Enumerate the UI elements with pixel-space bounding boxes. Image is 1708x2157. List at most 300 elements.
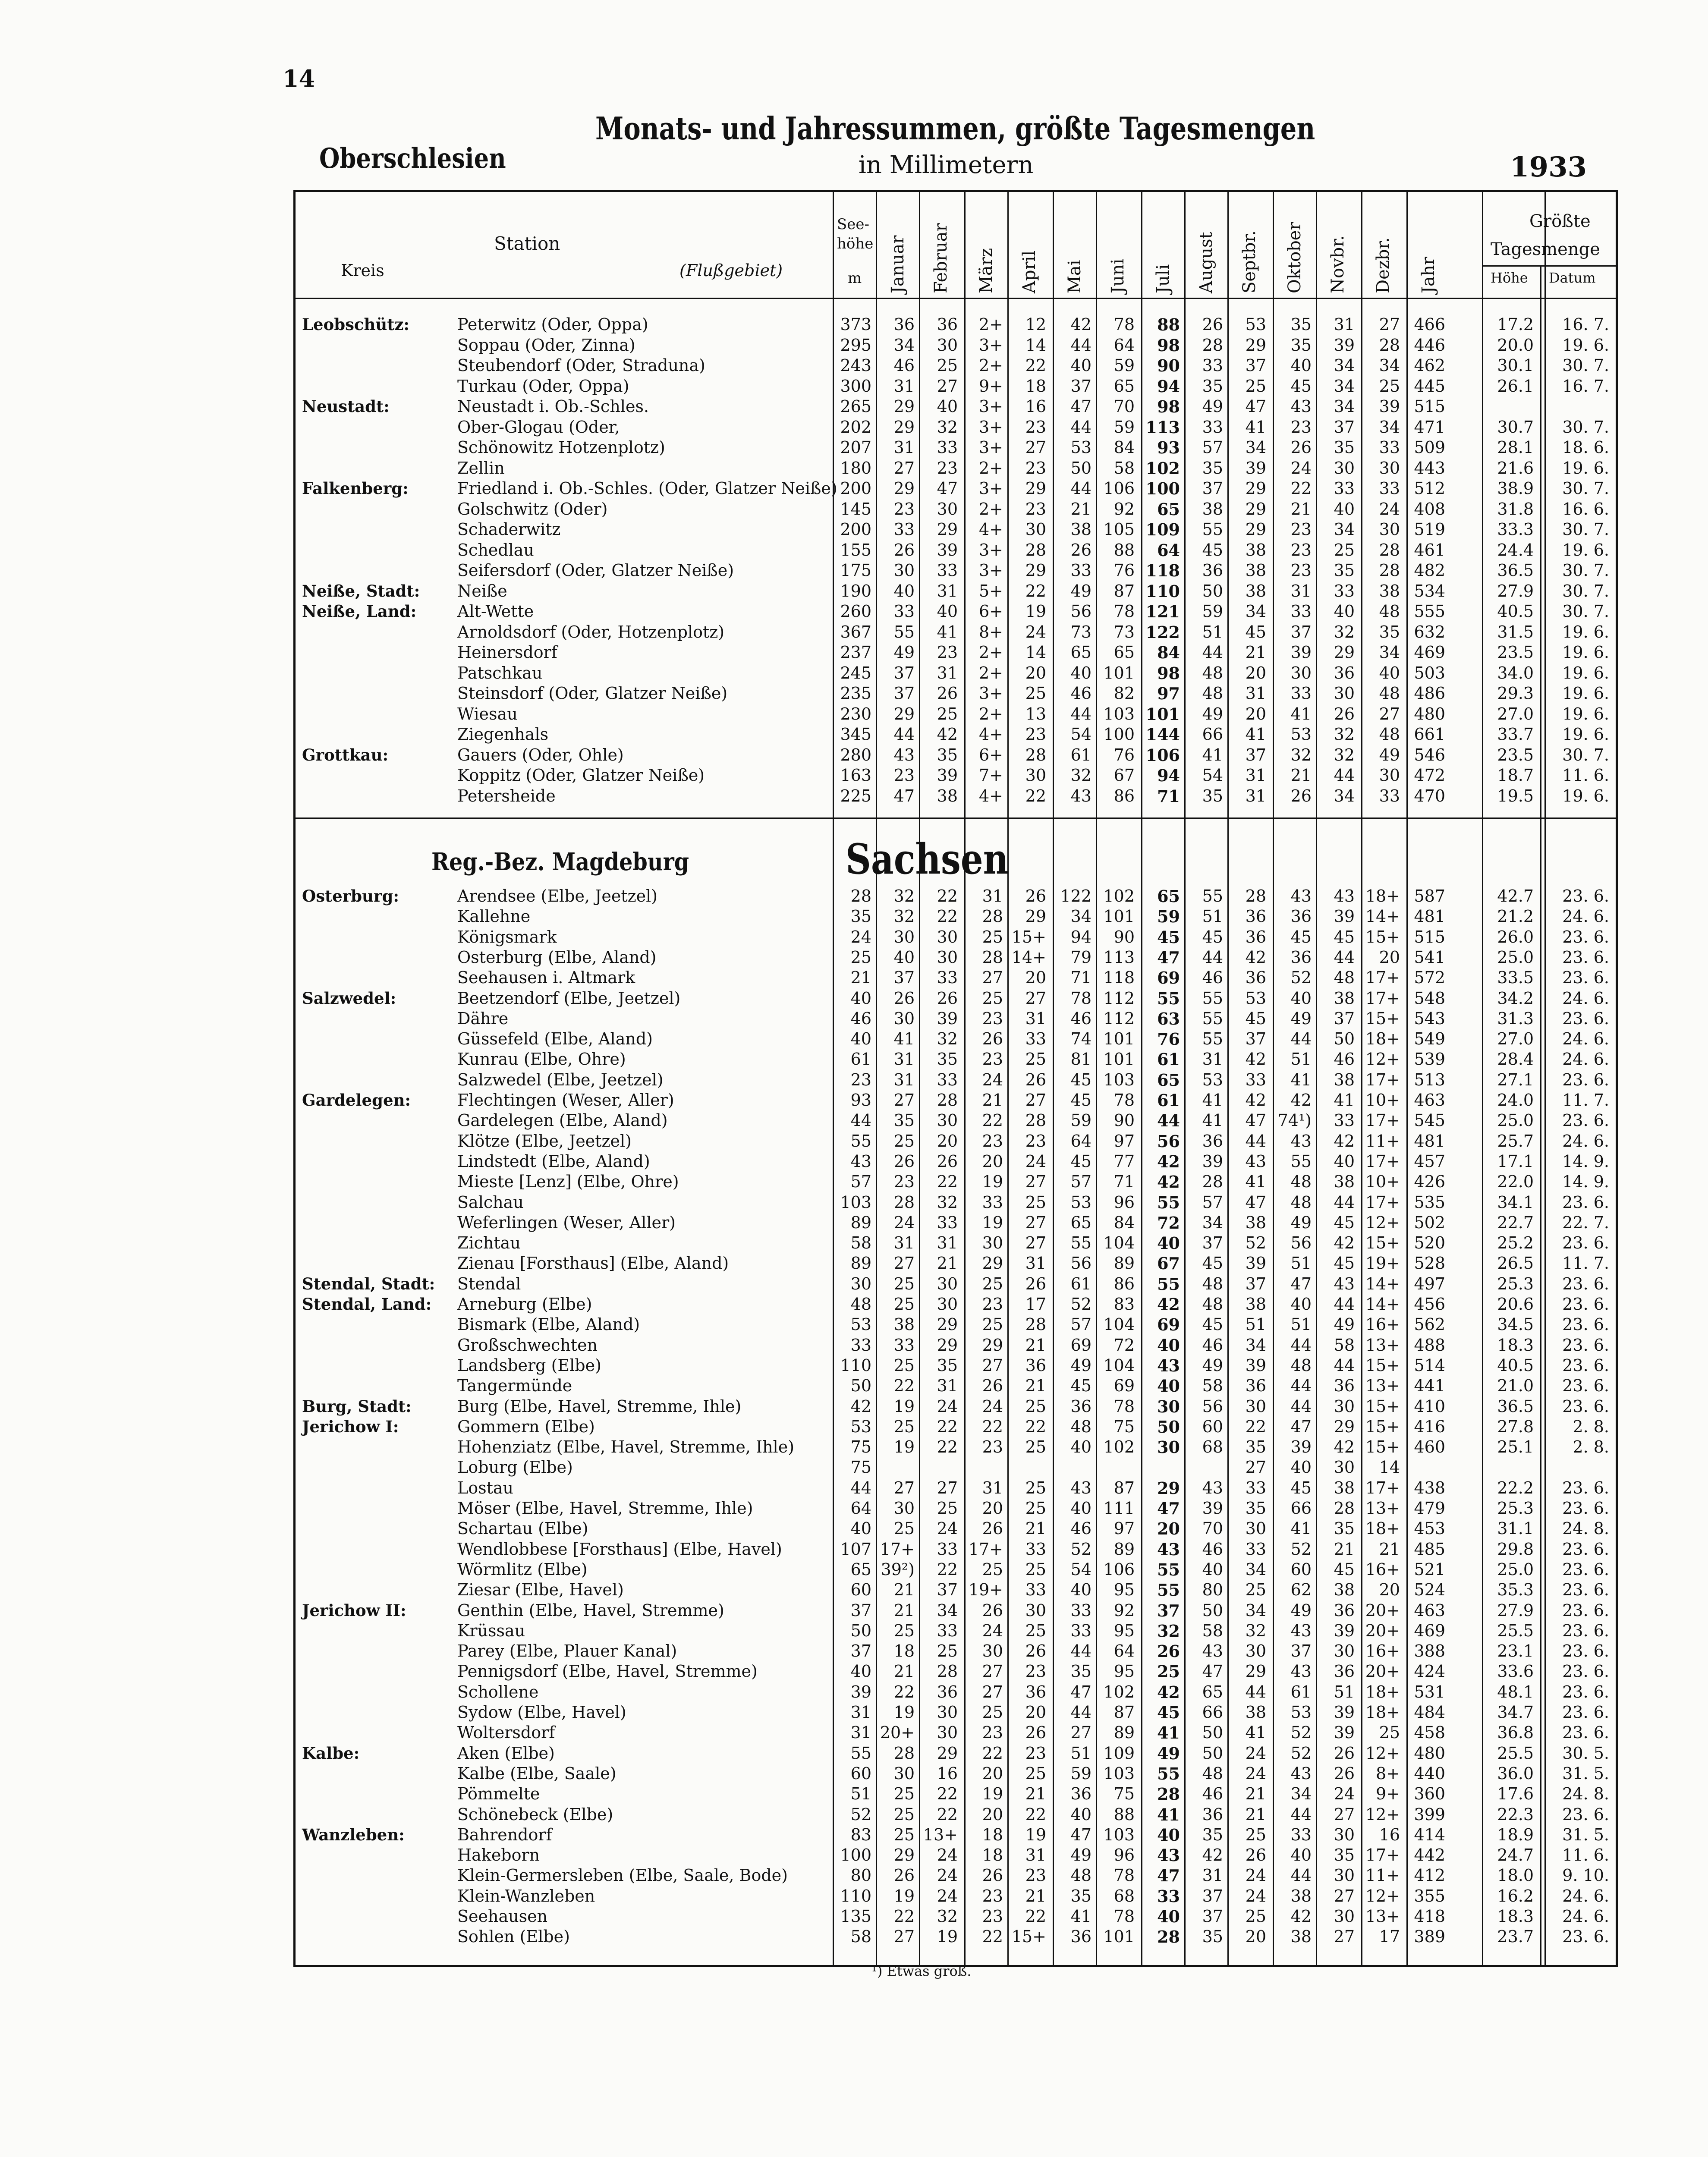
month-cell: 49 (1070, 1846, 1091, 1865)
month-cell: 30 (893, 1009, 915, 1028)
seehoehe-cell: 155 (840, 540, 871, 560)
seehoehe-cell: 243 (840, 356, 871, 375)
month-cell: 26 (1157, 1641, 1180, 1661)
month-cell: 48 (1379, 684, 1400, 703)
max-height-cell: 24.4 (1497, 540, 1534, 560)
max-height-cell: 40.5 (1497, 1355, 1534, 1375)
max-date-cell: 23. 6. (1562, 1233, 1609, 1253)
month-cell: 17+ (1365, 1111, 1400, 1130)
table-row (298, 1825, 1614, 1846)
year-total-cell: 587 (1414, 887, 1445, 906)
table-row (298, 684, 1614, 704)
month-cell: 57 (1202, 438, 1223, 457)
seehoehe-cell: 40 (850, 1029, 871, 1049)
month-cell: 95 (1114, 1621, 1135, 1640)
month-cell: 49 (1290, 1213, 1312, 1232)
month-cell: 29 (937, 1743, 958, 1763)
month-cell: 69 (1070, 1335, 1091, 1355)
month-cell: 106 (1103, 1560, 1135, 1579)
month-cell: 76 (1114, 561, 1135, 580)
month-cell: 24 (1245, 1743, 1266, 1763)
month-cell: 30 (893, 1764, 915, 1783)
month-cell: 53 (1290, 1703, 1312, 1722)
month-cell: 45 (1070, 1376, 1091, 1396)
unit-label: in Millimetern (859, 151, 1034, 179)
table-row (298, 1376, 1614, 1397)
month-cell: 42 (1245, 1091, 1266, 1110)
month-cell: 2+ (978, 458, 1003, 478)
month-cell: 42 (1070, 315, 1091, 334)
month-cell: 59 (1157, 907, 1180, 927)
month-header: Dezbr. (1373, 237, 1393, 293)
month-cell: 38 (1290, 1927, 1312, 1946)
table-row (298, 1580, 1614, 1601)
month-cell: 29 (1245, 520, 1266, 539)
month-cell: 20 (1245, 663, 1266, 682)
month-cell: 21 (1025, 1886, 1046, 1905)
month-cell: 25 (982, 1703, 1003, 1722)
month-cell: 27 (982, 1682, 1003, 1701)
table-row (298, 968, 1614, 989)
month-cell: 53 (1202, 1070, 1223, 1089)
month-cell: 28 (1202, 1172, 1223, 1192)
max-date-cell: 23. 6. (1562, 1539, 1609, 1559)
station-cell: Sydow (Elbe, Havel) (457, 1703, 626, 1722)
month-cell: 42 (1157, 1172, 1180, 1192)
month-cell: 40 (1070, 663, 1091, 682)
month-cell: 28 (1025, 1111, 1046, 1130)
month-cell: 23 (1025, 1662, 1046, 1681)
table-row (298, 1560, 1614, 1581)
month-cell: 61 (1290, 1682, 1312, 1701)
month-cell: 38 (1290, 1886, 1312, 1905)
max-height-cell: 23.5 (1497, 745, 1534, 764)
month-cell: 22 (893, 1376, 915, 1396)
max-date-cell: 23. 6. (1562, 968, 1609, 987)
month-cell: 33 (1025, 1029, 1046, 1049)
month-cell: 33 (1334, 479, 1355, 498)
month-cell: 19 (893, 1703, 915, 1722)
month-cell: 24 (1025, 1151, 1046, 1171)
month-cell: 112 (1103, 1009, 1135, 1028)
month-cell: 50 (1334, 1029, 1355, 1049)
max-height-cell: 31.8 (1497, 499, 1534, 519)
month-cell: 48 (1290, 1172, 1312, 1192)
month-cell: 3+ (978, 540, 1003, 560)
month-cell: 33 (1245, 1478, 1266, 1497)
year-total-cell: 541 (1414, 947, 1445, 967)
month-cell: 3+ (978, 561, 1003, 580)
max-date-cell: 23. 6. (1562, 1376, 1609, 1396)
year-total-cell: 545 (1414, 1111, 1445, 1130)
month-cell: 31 (1202, 1050, 1223, 1069)
station-cell: Seehausen i. Altmark (457, 968, 635, 987)
month-cell: 70 (1114, 397, 1135, 416)
month-cell: 21 (1290, 499, 1312, 519)
max-date-cell: 22. 7. (1562, 1213, 1609, 1232)
station-cell: Burg (Elbe, Havel, Stremme, Ihle) (457, 1396, 742, 1416)
month-cell: 34 (1379, 417, 1400, 437)
station-cell: Pennigsdorf (Elbe, Havel, Stremme) (457, 1662, 758, 1681)
year-total-cell: 546 (1414, 745, 1445, 764)
month-cell: 2+ (978, 499, 1003, 519)
month-cell: 56 (1202, 1396, 1223, 1416)
seehoehe-cell: 44 (850, 1111, 871, 1130)
month-cell: 47 (1157, 1499, 1180, 1518)
month-cell: 39 (1334, 907, 1355, 926)
month-cell: 24 (982, 1070, 1003, 1089)
month-cell: 33 (1025, 1580, 1046, 1600)
max-height-cell: 27.0 (1497, 704, 1534, 723)
month-cell: 27 (937, 376, 958, 396)
seehoehe-cell: 103 (840, 1192, 871, 1212)
month-cell: 20 (982, 1805, 1003, 1824)
month-cell: 37 (937, 1580, 958, 1600)
station-cell: Steinsdorf (Oder, Glatzer Neiße) (457, 684, 728, 703)
month-cell: 101 (1103, 663, 1135, 682)
month-cell: 55 (1290, 1151, 1312, 1171)
month-cell: 28 (1379, 561, 1400, 580)
grid-line (1616, 190, 1617, 1967)
month-cell: 25 (937, 356, 958, 375)
month-cell: 106 (1103, 479, 1135, 498)
header-hoehe: Höhe (1491, 270, 1528, 286)
month-cell: 55 (1157, 988, 1180, 1008)
month-cell: 22 (937, 1784, 958, 1804)
max-height-cell: 36.5 (1497, 1396, 1534, 1416)
month-cell: 46 (1202, 1784, 1223, 1804)
month-cell: 44 (1070, 704, 1091, 723)
month-cell: 15+ (1011, 1927, 1046, 1946)
month-cell: 22 (937, 1172, 958, 1192)
month-cell: 25 (1245, 1907, 1266, 1926)
month-cell: 19+ (1365, 1254, 1400, 1273)
month-cell: 39 (1334, 1621, 1355, 1640)
month-cell: 36 (1290, 907, 1312, 926)
month-cell: 23 (1290, 417, 1312, 437)
month-cell: 51 (1290, 1315, 1312, 1334)
max-date-cell: 11. 6. (1562, 1846, 1609, 1865)
max-height-cell: 20.6 (1497, 1295, 1534, 1314)
month-cell: 60 (1202, 1417, 1223, 1436)
month-cell: 38 (1245, 1213, 1266, 1232)
table-row (298, 1111, 1614, 1132)
month-cell: 58 (1202, 1621, 1223, 1640)
seehoehe-cell: 21 (850, 968, 871, 987)
month-cell: 23 (937, 643, 958, 662)
month-cell: 25 (1025, 1396, 1046, 1416)
month-cell: 40 (1157, 1376, 1180, 1396)
year-total-cell: 480 (1414, 704, 1445, 723)
month-cell: 22 (937, 907, 958, 926)
month-cell: 37 (1290, 622, 1312, 641)
max-height-cell: 16.2 (1497, 1886, 1534, 1905)
month-cell: 58 (1334, 1335, 1355, 1355)
month-cell: 31 (1025, 1254, 1046, 1273)
month-cell: 59 (1202, 602, 1223, 621)
month-cell: 43 (1070, 786, 1091, 805)
month-cell: 23 (893, 766, 915, 785)
month-cell: 73 (1114, 622, 1135, 641)
station-cell: Landsberg (Elbe) (457, 1355, 601, 1375)
header-rule (293, 298, 1618, 299)
month-cell: 101 (1103, 1050, 1135, 1069)
month-cell: 48 (1202, 1274, 1223, 1293)
month-cell: 31 (893, 438, 915, 457)
station-cell: Arnoldsdorf (Oder, Hotzenplotz) (457, 622, 725, 641)
month-cell: 88 (1114, 540, 1135, 560)
month-cell: 25 (982, 1560, 1003, 1579)
month-cell: 34 (1334, 356, 1355, 375)
month-cell: 102 (1103, 887, 1135, 906)
month-header: Januar (888, 235, 908, 293)
month-cell: 27 (1025, 1233, 1046, 1253)
month-cell: 31 (937, 1233, 958, 1253)
month-cell: 40 (1334, 1151, 1355, 1171)
max-height-cell: 36.5 (1497, 561, 1534, 580)
year-total-cell: 442 (1414, 1846, 1445, 1865)
month-cell: 28 (1025, 540, 1046, 560)
month-cell: 31 (1245, 766, 1266, 785)
max-date-cell: 2. 8. (1573, 1437, 1609, 1457)
month-cell: 24 (937, 1519, 958, 1538)
year-total-cell: 531 (1414, 1682, 1445, 1701)
month-cell: 41 (1245, 1172, 1266, 1192)
max-date-cell: 23. 6. (1562, 1192, 1609, 1212)
max-height-cell: 22.0 (1497, 1172, 1534, 1192)
month-cell: 44 (1157, 1111, 1180, 1131)
month-cell: 30 (1157, 1396, 1180, 1416)
seehoehe-cell: 55 (850, 1131, 871, 1151)
max-height-cell: 25.2 (1497, 1233, 1534, 1253)
month-cell: 45 (1157, 1703, 1180, 1722)
max-height-cell: 36.8 (1497, 1723, 1534, 1742)
month-cell: 48 (1379, 725, 1400, 744)
year-total-cell: 479 (1414, 1499, 1445, 1518)
month-cell: 67 (1114, 766, 1135, 785)
max-height-cell: 35.3 (1497, 1580, 1534, 1600)
kreis-cell: Falkenberg: (302, 479, 409, 498)
month-cell: 51 (1290, 1254, 1312, 1273)
month-cell: 21 (1025, 1784, 1046, 1804)
month-cell: 100 (1103, 725, 1135, 744)
max-height-cell: 19.5 (1497, 786, 1534, 805)
month-cell: 38 (1245, 540, 1266, 560)
table-row (298, 1478, 1614, 1499)
month-cell: 38 (1202, 499, 1223, 519)
max-date-cell: 19. 6. (1562, 335, 1609, 355)
month-cell: 55 (1202, 520, 1223, 539)
month-cell: 15+ (1365, 927, 1400, 946)
station-cell: Woltersdorf (457, 1723, 555, 1742)
month-cell: 39 (937, 766, 958, 785)
month-cell: 63 (1157, 1009, 1180, 1028)
month-cell: 28 (1025, 745, 1046, 764)
month-cell: 23 (937, 458, 958, 478)
month-cell: 20 (1025, 663, 1046, 682)
year-total-cell: 509 (1414, 438, 1445, 457)
month-cell: 36 (1245, 907, 1266, 926)
month-cell: 95 (1114, 1662, 1135, 1681)
month-cell: 35 (1202, 376, 1223, 396)
month-cell: 30 (1157, 1437, 1180, 1457)
month-cell: 33 (893, 602, 915, 621)
month-cell: 45 (1202, 540, 1223, 560)
month-cell: 56 (1290, 1233, 1312, 1253)
month-cell: 36 (1070, 1784, 1091, 1804)
month-cell: 43 (1334, 1274, 1355, 1293)
month-cell: 42 (1334, 1437, 1355, 1457)
month-cell: 61 (1070, 1274, 1091, 1293)
month-cell: 30 (1245, 1396, 1266, 1416)
month-cell: 15+ (1365, 1437, 1400, 1457)
month-cell: 78 (1114, 1907, 1135, 1926)
year-total-cell: 438 (1414, 1478, 1445, 1497)
month-cell: 25 (1025, 1050, 1046, 1069)
seehoehe-cell: 75 (850, 1437, 871, 1457)
month-cell: 49 (1202, 1355, 1223, 1375)
month-cell: 51 (1202, 907, 1223, 926)
month-cell: 31 (893, 1050, 915, 1069)
month-cell: 25 (893, 1805, 915, 1824)
month-cell: 26 (1290, 438, 1312, 457)
month-cell: 31 (1334, 315, 1355, 334)
month-cell: 33 (1334, 1111, 1355, 1130)
station-cell: Gommern (Elbe) (457, 1417, 595, 1436)
seehoehe-cell: 200 (840, 479, 871, 498)
month-cell: 22 (893, 1907, 915, 1926)
year-total-cell: 408 (1414, 499, 1445, 519)
station-cell: Gauers (Oder, Ohle) (457, 745, 624, 764)
month-cell: 89 (1114, 1539, 1135, 1559)
month-cell: 76 (1114, 745, 1135, 764)
month-cell: 38 (1245, 1295, 1266, 1314)
seehoehe-cell: 207 (840, 438, 871, 457)
month-cell: 3+ (978, 438, 1003, 457)
month-cell: 49 (1290, 1600, 1312, 1620)
max-height-cell: 27.9 (1497, 1600, 1534, 1620)
seehoehe-cell: 245 (840, 663, 871, 682)
month-cell: 29 (893, 704, 915, 723)
max-height-cell: 31.1 (1497, 1519, 1534, 1538)
max-height-cell: 22.7 (1497, 1213, 1534, 1232)
header-flussgebiet: (Flußgebiet) (679, 261, 783, 280)
month-cell: 46 (1070, 684, 1091, 703)
month-cell: 101 (1145, 704, 1180, 724)
month-cell: 33 (937, 1213, 958, 1232)
month-cell: 22 (893, 1682, 915, 1701)
seehoehe-cell: 89 (850, 1254, 871, 1273)
month-cell: 40 (1290, 988, 1312, 1008)
month-cell: 31 (1202, 1866, 1223, 1885)
month-cell: 50 (1202, 1743, 1223, 1763)
station-cell: Schönowitz Hotzenplotz) (457, 438, 665, 457)
year-total-cell: 414 (1414, 1825, 1445, 1844)
month-cell: 25 (1025, 1192, 1046, 1212)
max-date-cell: 16. 7. (1562, 376, 1609, 396)
month-cell: 38 (1334, 1070, 1355, 1089)
month-cell: 27 (893, 1927, 915, 1946)
month-cell: 28 (1379, 540, 1400, 560)
table-row (298, 1682, 1614, 1703)
month-cell: 36 (1070, 1396, 1091, 1416)
month-cell: 41 (1202, 745, 1223, 764)
month-cell: 38 (1334, 1172, 1355, 1192)
seehoehe-cell: 28 (850, 887, 871, 906)
kreis-cell: Jerichow I: (302, 1417, 399, 1436)
month-cell: 47 (1202, 1662, 1223, 1681)
month-cell: 40 (1290, 1295, 1312, 1314)
month-cell: 36 (1290, 947, 1312, 967)
table-row (298, 315, 1614, 336)
month-cell: 52 (1290, 968, 1312, 987)
station-cell: Schönebeck (Elbe) (457, 1805, 613, 1824)
month-cell: 40 (1290, 356, 1312, 375)
month-cell: 41 (1290, 704, 1312, 723)
month-cell: 45 (1202, 1254, 1223, 1273)
month-cell: 49 (1070, 581, 1091, 601)
month-cell: 4+ (978, 520, 1003, 539)
max-height-cell: 25.0 (1497, 1111, 1534, 1130)
max-date-cell: 24. 6. (1562, 1886, 1609, 1905)
station-cell: Seehausen (457, 1907, 548, 1926)
header-station: Station (494, 233, 560, 254)
seehoehe-cell: 367 (840, 622, 871, 641)
month-cell: 32 (1334, 622, 1355, 641)
table-row (298, 1274, 1614, 1295)
month-cell: 17+ (880, 1539, 915, 1559)
month-cell: 41 (1202, 1091, 1223, 1110)
month-cell: 45 (1334, 1254, 1355, 1273)
station-cell: Sohlen (Elbe) (457, 1927, 570, 1946)
month-cell: 33 (1290, 684, 1312, 703)
max-date-cell: 23. 6. (1562, 1274, 1609, 1293)
table-row (298, 1356, 1614, 1377)
station-cell: Turkau (Oder, Oppa) (457, 376, 629, 396)
max-date-cell: 24. 6. (1562, 1029, 1609, 1049)
month-cell: 25 (893, 1274, 915, 1293)
seehoehe-cell: 52 (850, 1805, 871, 1824)
month-cell: 43 (1202, 1641, 1223, 1661)
month-cell: 18+ (1365, 1519, 1400, 1538)
month-cell: 21 (1070, 499, 1091, 519)
station-cell: Seifersdorf (Oder, Glatzer Neiße) (457, 561, 734, 580)
month-cell: 12+ (1365, 1743, 1400, 1763)
year-total-cell: 549 (1414, 1029, 1445, 1049)
month-cell: 45 (1245, 1009, 1266, 1028)
month-cell: 39 (937, 1009, 958, 1028)
month-cell: 8+ (1375, 1764, 1400, 1783)
month-cell: 72 (1114, 1335, 1135, 1355)
month-cell: 73 (1070, 622, 1091, 641)
month-cell: 30 (937, 947, 958, 967)
month-cell: 57 (1202, 1192, 1223, 1212)
table-row (298, 1723, 1614, 1744)
month-cell: 33 (893, 520, 915, 539)
month-cell: 32 (1290, 745, 1312, 764)
month-cell: 42 (1245, 947, 1266, 967)
month-cell: 104 (1103, 1233, 1135, 1253)
year-total-cell: 632 (1414, 622, 1445, 641)
month-cell: 42 (1157, 1682, 1180, 1702)
month-header: April (1019, 250, 1039, 293)
month-cell: 59 (1114, 417, 1135, 437)
month-cell: 42 (1290, 1091, 1312, 1110)
seehoehe-cell: 107 (840, 1539, 871, 1559)
month-cell: 17+ (1365, 1846, 1400, 1865)
month-cell: 34 (1245, 1560, 1266, 1579)
month-cell: 45 (1334, 927, 1355, 946)
